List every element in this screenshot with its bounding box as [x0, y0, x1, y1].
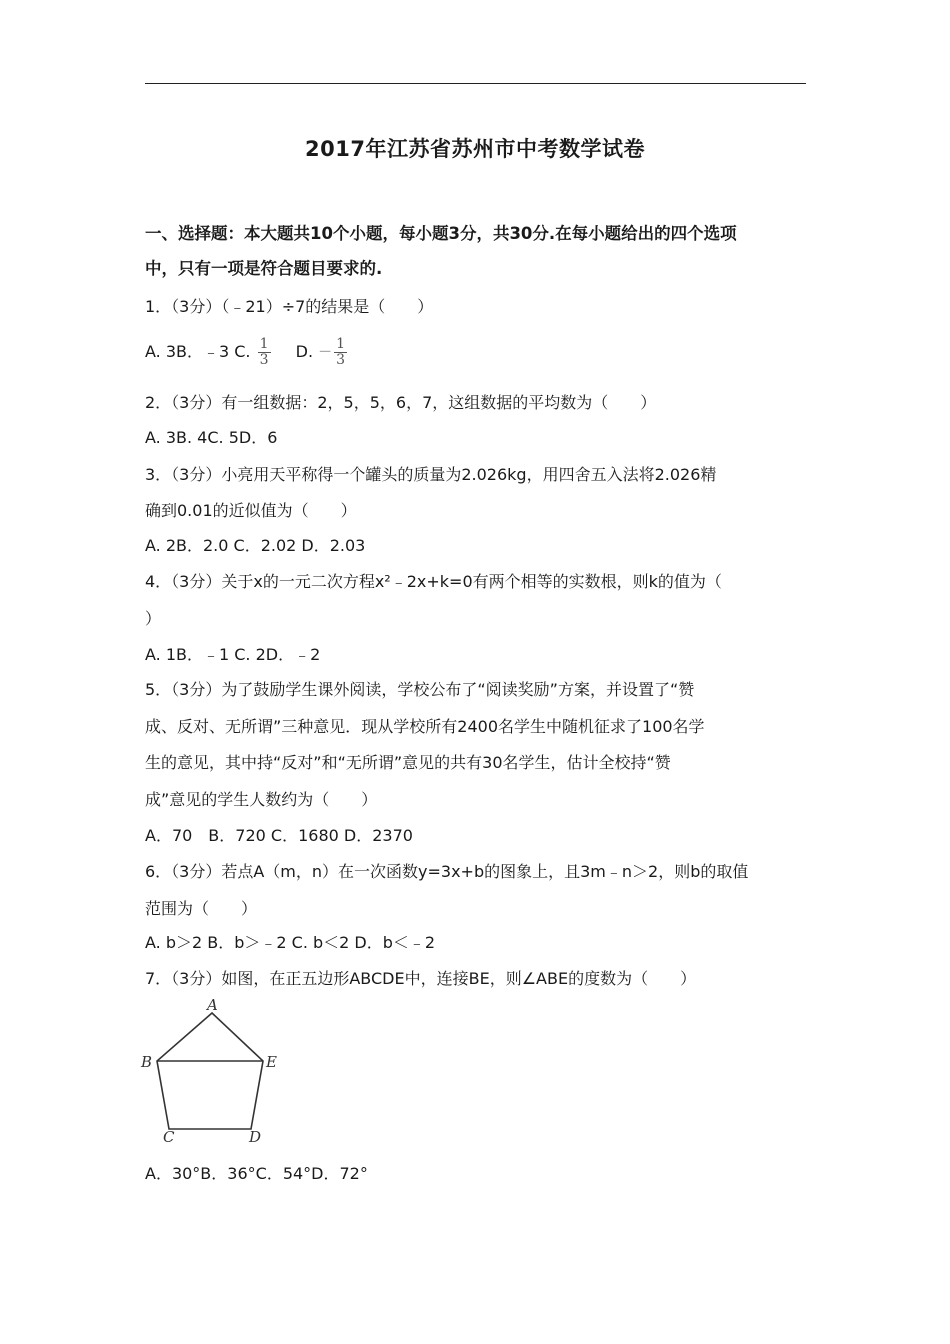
section-heading-line2: 中，只有一项是符合题目要求的.	[145, 259, 383, 278]
question-4-options: A. 1B．﹣1 C. 2D．﹣2	[145, 645, 321, 664]
fraction-c-numerator: 1	[259, 336, 269, 352]
negative-sign: －	[318, 344, 333, 361]
question-5-stem-line4: 成”意见的学生人数约为（ ）	[145, 790, 378, 809]
vertex-label-a: A	[207, 996, 218, 1014]
vertex-label-d: D	[249, 1128, 262, 1145]
section-heading-line1: 一、选择题：本大题共10个小题，每小题3分，共30分.在每小题给出的四个选项	[145, 224, 737, 243]
question-6-stem-line2: 范围为（ ）	[145, 899, 258, 918]
page-title: 2017年江苏省苏州市中考数学试卷	[305, 137, 645, 161]
fraction-option-c	[258, 337, 271, 368]
question-6-options: A. b＞2 B．b＞﹣2 C. b＜2 D．b＜﹣2	[145, 933, 436, 952]
pentagon-outline	[157, 1013, 263, 1129]
question-3-stem-line1: 3．（3分）小亮用天平称得一个罐头的质量为2.026kg，用四舍五入法将2.026精	[145, 465, 717, 484]
question-7-options: A．30°B．36°C．54°D．72°	[145, 1164, 368, 1183]
question-2-options: A. 3B. 4C. 5D．6	[145, 428, 278, 447]
fraction-d-denominator: 3	[336, 352, 346, 368]
question-7-stem: 7．（3分）如图，在正五边形ABCDE中，连接BE，则∠ABE的度数为（ ）	[145, 969, 697, 988]
fraction-c-denominator: 3	[259, 352, 269, 368]
question-1-stem: 1．（3分）（﹣21）÷7的结果是（ ）	[145, 297, 434, 316]
question-5-stem-line1: 5．（3分）为了鼓励学生课外阅读，学校公布了“阅读奖励”方案，并设置了“赞	[145, 680, 695, 699]
question-5-options: A．70 B．720 C．1680 D．2370	[145, 826, 413, 845]
pentagon-figure	[138, 995, 288, 1145]
question-1-options	[145, 334, 810, 371]
question-3-stem-line2: 确到0.01的近似值为（ ）	[145, 501, 357, 520]
question-3-options: A. 2B．2.0 C．2.02 D．2.03	[145, 536, 366, 555]
question-2-stem: 2．（3分）有一组数据：2，5，5，6，7，这组数据的平均数为（ ）	[145, 393, 657, 412]
question-5-stem-line2: 成、反对、无所谓”三种意见．现从学校所有2400名学生中随机征求了100名学	[145, 717, 705, 736]
question-5-stem-line3: 生的意见，其中持“反对”和“无所谓”意见的共有30名学生，估计全校持“赞	[145, 753, 671, 772]
q1-option-d-label: D.	[295, 342, 314, 361]
question-6-stem-line1: 6．（3分）若点A（m，n）在一次函数y=3x+b的图象上，且3m﹣n＞2，则b的取值	[145, 862, 749, 881]
vertex-label-c: C	[163, 1128, 175, 1145]
header-rule	[145, 83, 806, 84]
vertex-label-e: E	[266, 1053, 277, 1071]
question-4-stem-line2: ）	[145, 609, 162, 628]
fraction-d-numerator: 1	[336, 336, 346, 352]
question-4-stem-line1: 4．（3分）关于x的一元二次方程x²﹣2x+k=0有两个相等的实数根，则k的值为（	[145, 572, 722, 591]
fraction-option-d	[334, 337, 347, 368]
vertex-label-b: B	[141, 1053, 153, 1071]
q1-options-ab: A. 3B．﹣3 C.	[145, 342, 251, 361]
